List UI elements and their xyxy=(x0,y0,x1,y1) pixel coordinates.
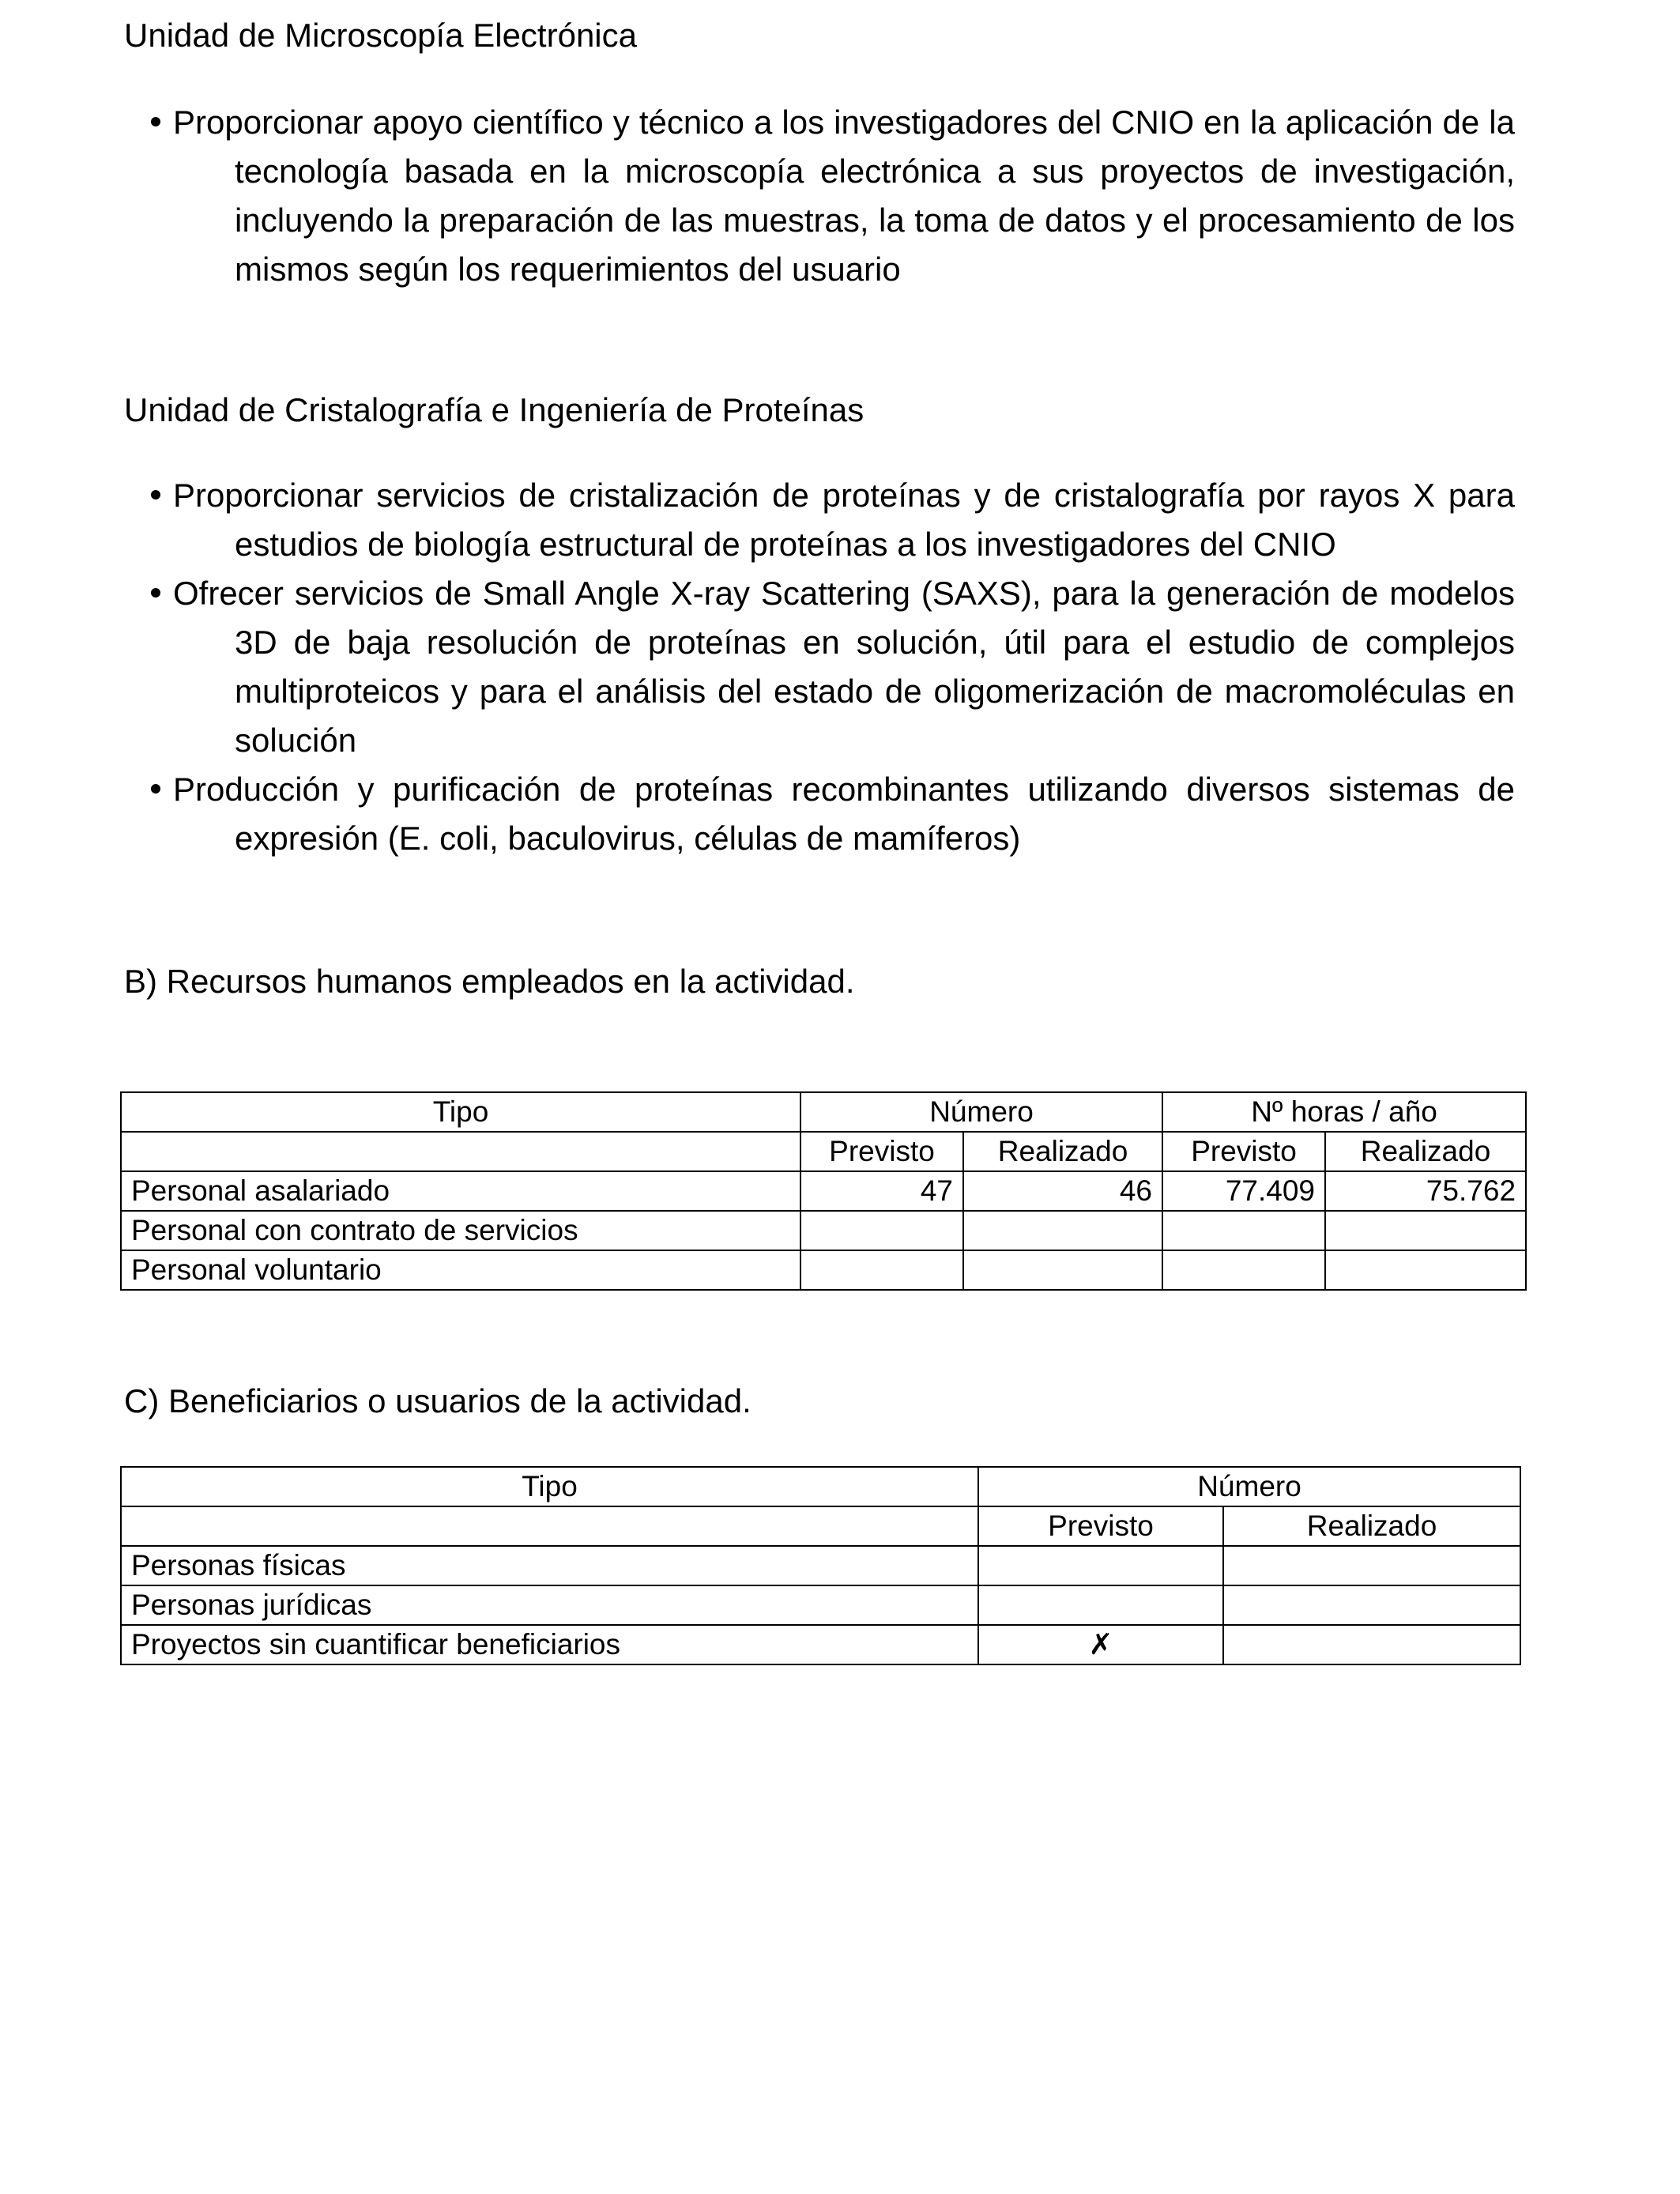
row-horas-previsto xyxy=(1162,1250,1325,1290)
header-tipo: Tipo xyxy=(121,1092,800,1132)
row-tipo: Personas físicas xyxy=(121,1546,978,1585)
table-subheader-row xyxy=(121,1506,1520,1546)
row-tipo: Personal asalariado xyxy=(121,1171,800,1211)
bullet-icon xyxy=(148,765,173,814)
microscopy-bullet-list xyxy=(124,98,1515,294)
row-num-previsto: 47 xyxy=(800,1171,963,1211)
list-item: Producción y purificación de proteínas recombinantes utilizando diversos sistemas de expresión (E. coli, baculovirus, células de mamíferos) xyxy=(124,765,1515,863)
row-realizado xyxy=(1223,1585,1520,1625)
section-title-microscopy: Unidad de Microscopía Electrónica xyxy=(124,17,637,54)
subheader-previsto: Previsto xyxy=(978,1506,1223,1546)
row-num-previsto xyxy=(800,1211,963,1250)
header-numero: Número xyxy=(800,1092,1162,1132)
header-tipo: Tipo xyxy=(121,1467,978,1506)
row-horas-previsto xyxy=(1162,1211,1325,1250)
row-realizado xyxy=(1223,1546,1520,1585)
human-resources-table xyxy=(120,1091,1527,1291)
subheader-empty xyxy=(121,1506,978,1546)
row-num-realizado xyxy=(963,1211,1162,1250)
header-numero: Número xyxy=(978,1467,1520,1506)
header-horas: Nº horas / año xyxy=(1162,1092,1526,1132)
row-tipo: Personal con contrato de servicios xyxy=(121,1211,800,1250)
list-item: Ofrecer servicios de Small Angle X-ray Scattering (SAXS), para la generación de modelos 3D de baja resolución de proteínas en solución, útil para el estudio de complejos multiproteicos y para el análisis del estado de oligomerización de macromoléculas en solución xyxy=(124,569,1515,765)
table-header-row xyxy=(121,1467,1520,1506)
list-item: Proporcionar apoyo científico y técnico a los investigadores del CNIO en la aplicación de la tecnología basada en la microscopía electrónica a sus proyectos de investigación, incluyendo la preparación de las muestras, la toma de datos y el procesamiento de los mismos según los requerimientos del usuario xyxy=(124,98,1515,294)
row-num-realizado: 46 xyxy=(963,1171,1162,1211)
list-item: Proporcionar servicios de cristalización de proteínas y de cristalografía por rayos X para estudios de biología estructural de proteínas a los investigadores del CNIO xyxy=(124,471,1515,569)
row-horas-previsto: 77.409 xyxy=(1162,1171,1325,1211)
table-row xyxy=(121,1625,1520,1664)
subheader-previsto: Previsto xyxy=(1162,1132,1325,1171)
row-realizado xyxy=(1223,1625,1520,1664)
row-tipo: Personas jurídicas xyxy=(121,1585,978,1625)
section-title-human-resources: B) Recursos humanos empleados en la actividad. xyxy=(124,963,855,1000)
table-row xyxy=(121,1171,1526,1211)
table-row xyxy=(121,1211,1526,1250)
subheader-realizado: Realizado xyxy=(1325,1132,1526,1171)
row-tipo: Proyectos sin cuantificar beneficiarios xyxy=(121,1625,978,1664)
row-previsto xyxy=(978,1585,1223,1625)
row-horas-realizado xyxy=(1325,1211,1526,1250)
subheader-realizado: Realizado xyxy=(1223,1506,1520,1546)
section-title-crystallography: Unidad de Cristalografía e Ingeniería de Proteínas xyxy=(124,391,864,428)
row-tipo: Personal voluntario xyxy=(121,1250,800,1290)
table-row xyxy=(121,1250,1526,1290)
table-subheader-row xyxy=(121,1132,1526,1171)
row-num-realizado xyxy=(963,1250,1162,1290)
subheader-realizado: Realizado xyxy=(963,1132,1162,1171)
crystallography-bullet-list xyxy=(124,471,1515,863)
bullet-icon xyxy=(148,569,173,618)
beneficiaries-table xyxy=(120,1466,1521,1665)
bullet-icon xyxy=(148,98,173,147)
subheader-empty xyxy=(121,1132,800,1171)
table-row xyxy=(121,1585,1520,1625)
row-horas-realizado: 75.762 xyxy=(1325,1171,1526,1211)
row-num-previsto xyxy=(800,1250,963,1290)
table-header-row xyxy=(121,1092,1526,1132)
subheader-previsto: Previsto xyxy=(800,1132,963,1171)
table-row xyxy=(121,1546,1520,1585)
section-title-beneficiaries: C) Beneficiarios o usuarios de la actividad. xyxy=(124,1382,751,1419)
check-mark-icon: ✗ xyxy=(978,1625,1223,1664)
bullet-icon xyxy=(148,471,173,520)
row-previsto xyxy=(978,1546,1223,1585)
row-horas-realizado xyxy=(1325,1250,1526,1290)
